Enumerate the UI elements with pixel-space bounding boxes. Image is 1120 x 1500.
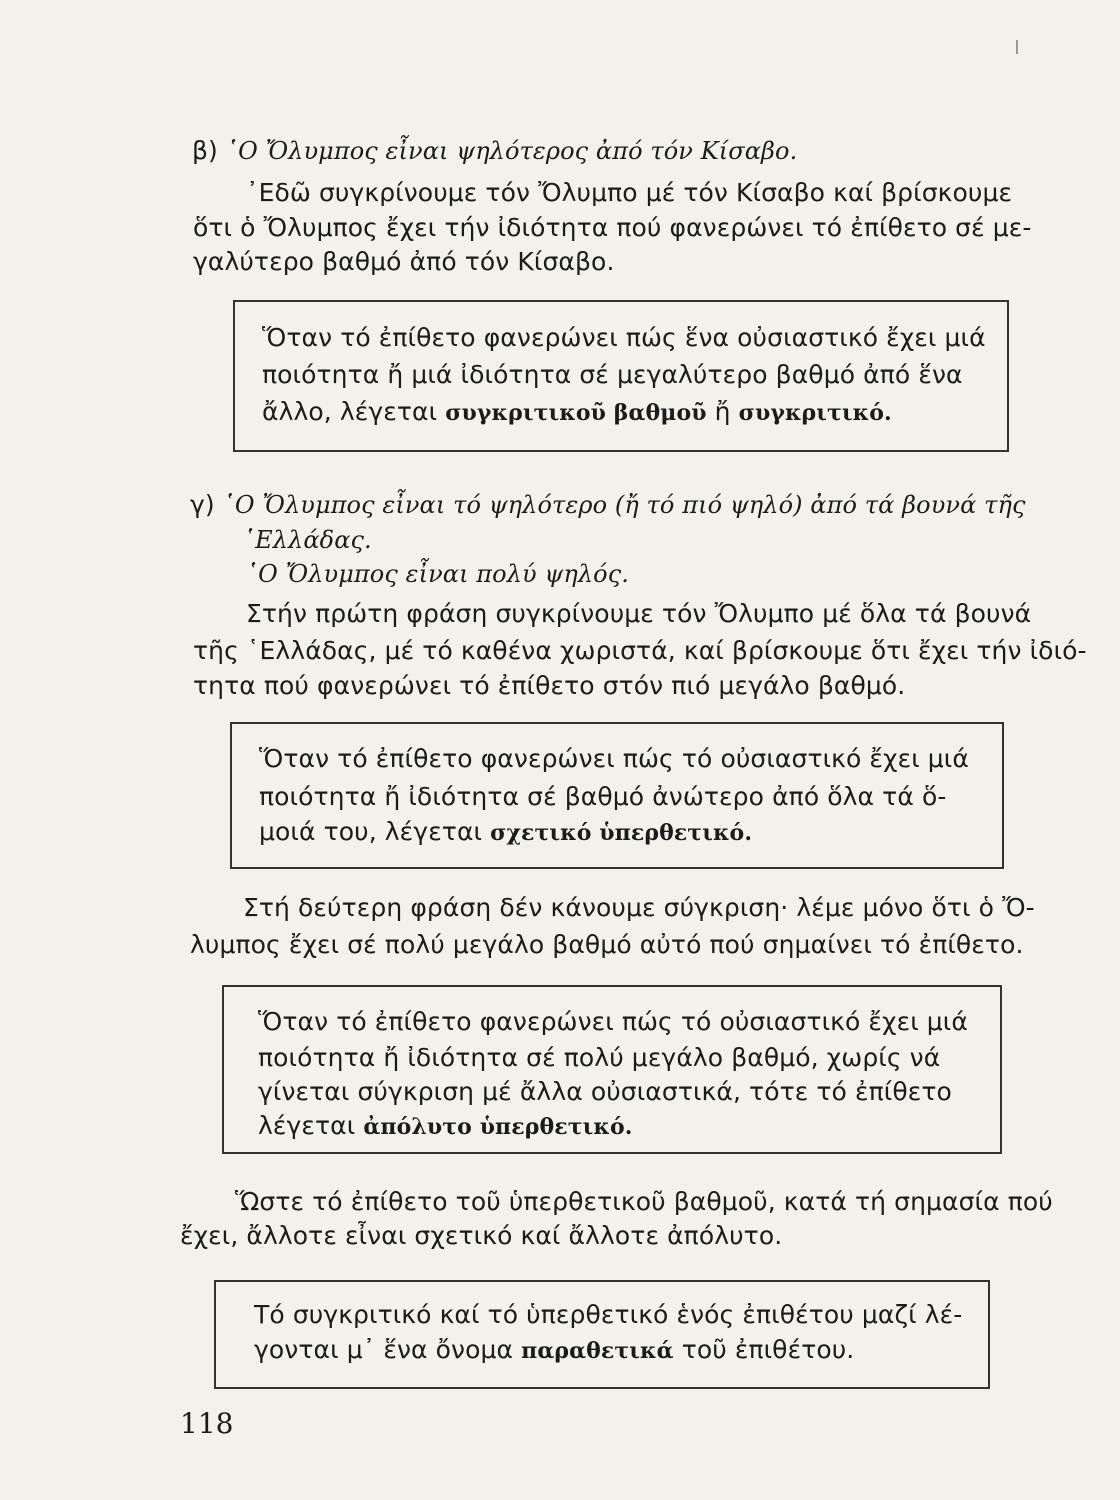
box1-line-3 [262, 396, 892, 429]
box4-line-2 [254, 1334, 854, 1367]
term-relative-superlative: σχετικό ὑπερθετικό. [490, 820, 753, 846]
section-b-label: β) [192, 136, 218, 165]
box3-line-2: ποιότητα ἤ ἰδιότητα σέ πολύ μεγάλο βαθμό, χωρίς νά [258, 1043, 941, 1072]
box1-line-3-pre: ἄλλο, λέγεται [262, 397, 446, 426]
box3-line-4-pre: λέγεται [258, 1111, 364, 1140]
box1-line-1: Ὅταν τό ἐπίθετο φανερώνει πώς ἕνα οὐσιαστικό ἔχει μιά [262, 323, 986, 352]
section-b-example-text: ῾Ο Ὄλυμπος εἶναι ψηλότερος ἀπό τόν Κίσαβο. [225, 137, 798, 165]
section-c-example-1b: ῾Ελλάδας. [243, 526, 372, 554]
box2-line-2: ποιότητα ἤ ἰδιότητα σέ βαθμό ἀνώτερο ἀπό ὅλα τά ὅ- [259, 782, 947, 811]
box4-line-2-post: τοῦ ἐπιθέτου. [673, 1335, 855, 1364]
para3-line-2: ἔχει, ἄλλοτε εἶναι σχετικό καί ἄλλοτε ἀπόλυτο. [180, 1221, 783, 1250]
box3-line-3: γίνεται σύγκριση μέ ἄλλα οὐσιαστικά, τότε τό ἐπίθετο [258, 1077, 952, 1106]
section-c-label: γ) [190, 490, 215, 519]
box4-line-2-pre: γονται μ᾿ ἕνα ὄνομα [254, 1335, 522, 1364]
section-c-line-1: Στήν πρώτη φράση συγκρίνουμε τόν Ὄλυμπο μέ ὅλα τά βουνά [246, 599, 1032, 628]
section-c-example-2: ῾Ο Ὄλυμπος εἶναι πολύ ψηλός. [246, 560, 629, 588]
para2-line-1: Στή δεύτερη φράση δέν κάνουμε σύγκριση· λέμε μόνο ὅτι ὁ Ὄ- [243, 893, 1035, 922]
section-c-line-2: τῆς ῾Ελλάδας, μέ τό καθένα χωριστά, καί βρίσκουμε ὅτι ἔχει τήν ἰδιό- [193, 636, 1087, 665]
box2-line-1: Ὅταν τό ἐπίθετο φανερώνει πώς τό οὐσιαστικό ἔχει μιά [259, 744, 969, 773]
para2-line-2: λυμπος ἔχει σέ πολύ μεγάλο βαθμό αὐτό πού σημαίνει τό ἐπίθετο. [190, 930, 1024, 959]
section-c-example-1a-text: ῾Ο Ὄλυμπος εἶναι τό ψηλότερο (ἤ τό πιό ψηλό) ἀπό τά βουνά τῆς [222, 491, 1026, 519]
box2-line-3 [259, 816, 752, 849]
term-comparative-degree: συγκριτικοῦ βαθμοῦ [445, 400, 707, 426]
section-b-line-2: ὅτι ὁ Ὄλυμπος ἔχει τήν ἰδιότητα πού φανερώνει τό ἐπίθετο σέ με- [193, 213, 1032, 242]
box1-line-3-mid: ἤ [706, 397, 739, 426]
term-absolute-superlative: ἀπόλυτο ὑπερθετικό. [363, 1114, 633, 1140]
section-b-example [192, 135, 797, 167]
box3-line-4 [258, 1110, 632, 1143]
section-b-line-1: ᾿Εδῶ συγκρίνουμε τόν Ὄλυμπο μέ τόν Κίσαβο καί βρίσκουμε [246, 178, 1013, 207]
box2-line-3-pre: μοιά του, λέγεται [259, 817, 491, 846]
box3-line-1: Ὅταν τό ἐπίθετο φανερώνει πώς τό οὐσιαστικό ἔχει μιά [258, 1007, 968, 1036]
section-c-example-1a [190, 489, 1026, 521]
para3-line-1: Ὥστε τό ἐπίθετο τοῦ ὑπερθετικοῦ βαθμοῦ, κατά τή σημασία πού [235, 1187, 1053, 1216]
scan-mark [1016, 40, 1018, 54]
page-number: 118 [180, 1407, 234, 1440]
section-b-line-3: γαλύτερο βαθμό ἀπό τόν Κίσαβο. [193, 247, 615, 276]
term-parathetic: παραθετικά [521, 1338, 674, 1364]
box4-line-1: Τό συγκριτικό καί τό ὑπερθετικό ἑνός ἐπιθέτου μαζί λέ- [254, 1300, 963, 1329]
term-comparative: συγκριτικό. [738, 400, 892, 426]
box1-line-2: ποιότητα ἤ μιά ἰδιότητα σέ μεγαλύτερο βαθμό ἀπό ἕνα [262, 360, 963, 389]
section-c-line-3: τητα πού φανερώνει τό ἐπίθετο στόν πιό μεγάλο βαθμό. [193, 671, 906, 700]
